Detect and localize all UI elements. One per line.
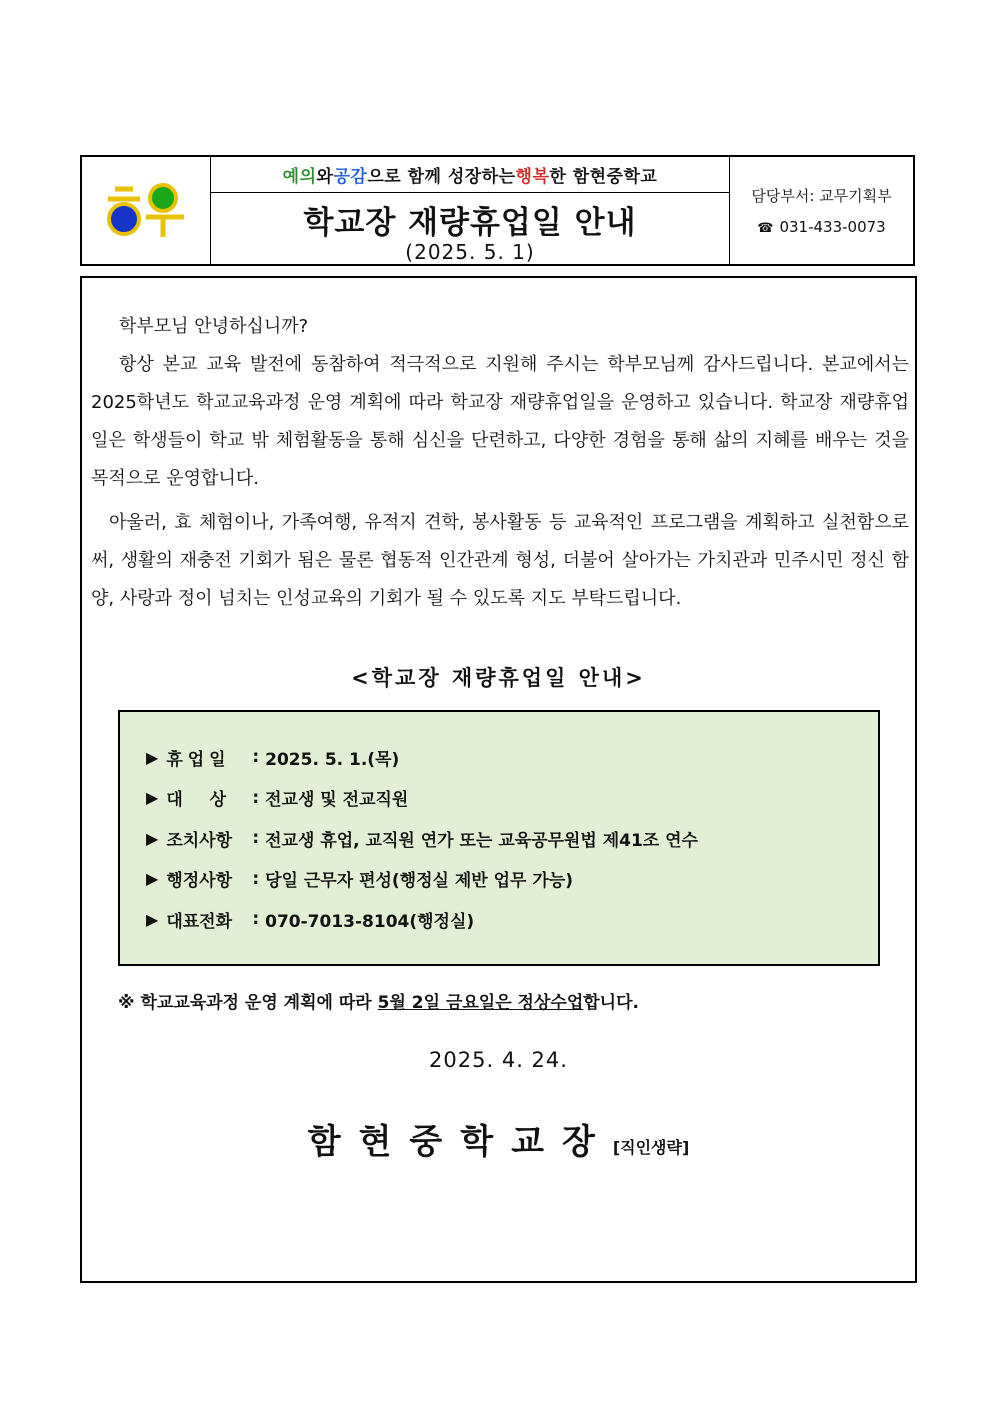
greeting: 학부모님 안녕하십니까?: [119, 316, 309, 337]
slogan-part: 공감: [333, 167, 368, 187]
colon: :: [252, 828, 260, 849]
document-body: [80, 276, 917, 1283]
slogan-part: 한 함현중학교: [549, 167, 658, 187]
info-list: [146, 737, 698, 940]
info-item: [146, 737, 698, 778]
bullet-icon: ▶: [146, 828, 159, 848]
notice-highlight: 5월 2일 금요일은 정상수업: [377, 993, 584, 1013]
logo-cell: [82, 157, 211, 264]
slogan-part: 행복: [515, 167, 550, 187]
slogan-part: 으로 함께 성장하는: [367, 167, 516, 187]
bullet-icon: ▶: [146, 869, 159, 889]
info-title: <학교장 재량휴업일 안내>: [351, 666, 646, 690]
signer-block: [82, 1114, 915, 1163]
colon: :: [252, 787, 260, 808]
info-label: 대 상: [166, 790, 231, 811]
info-label: 대표전화: [166, 911, 233, 932]
info-box: [118, 710, 880, 966]
bullet-icon: ▶: [146, 909, 159, 929]
issue-date: 2025. 4. 24.: [429, 1048, 568, 1072]
info-value: 070-7013-8104(행정실): [265, 911, 475, 932]
notice-prefix: ※ 학교교육과정 운영 계획에 따라: [118, 993, 378, 1013]
info-label: 행정사항: [166, 871, 233, 892]
info-item: [146, 778, 698, 819]
notice-suffix: 합니다.: [583, 993, 639, 1013]
info-item: [146, 859, 698, 900]
phone-line: [757, 218, 885, 236]
info-label: 조치사항: [166, 830, 233, 851]
document-date: (2025. 5. 1): [405, 240, 535, 264]
signer-name: 함현중학교장: [307, 1122, 613, 1162]
department-label: 담당부서: 교무기획부: [751, 187, 892, 205]
info-value: 2025. 5. 1.(목): [265, 749, 400, 770]
paragraph-2: 아울러, 효 체험이나, 가족여행, 유적지 견학, 봉사활동 등 교육적인 프로그램을 계획하고 실천함으로써, 생활의 재충전 기회가 됨은 물론 협동적 인간관계 형성, 더불어 살아가는 가치관과 민주시민 정신 함양, 사랑과 정이 넘치는 인성교육의 기회가 될 수 있도록 지도 부탁드립니다.: [91, 512, 909, 609]
letter-text: [91, 308, 909, 618]
info-value: 당일 근무자 편성(행정실 제반 업무 가능): [265, 871, 574, 892]
bullet-icon: ▶: [146, 788, 159, 808]
slogan-part: 예의: [282, 167, 317, 187]
info-value: 전교생 휴업, 교직원 연가 또는 교육공무원법 제41조 연수: [265, 830, 698, 851]
title-cell: [211, 157, 730, 264]
colon: :: [252, 868, 260, 889]
info-item: [146, 899, 698, 940]
slogan-part: 와: [316, 167, 334, 187]
paragraph-1: 항상 본교 교육 발전에 동참하여 적극적으로 지원해 주시는 학부모님께 감사드립니다. 본교에서는 2025학년도 학교교육과정 운영 계획에 따라 학교장 재량휴업일을 운영하고 있습니다. 학교장 재량휴업일은 학생들이 학교 밖 체험활동을 통해 심신을 단련하고, 다양한 경험을 통해 삶의 지혜를 배우는 것을 목적으로 운영합니다.: [91, 354, 909, 489]
info-value: 전교생 및 전교직원: [265, 790, 409, 811]
seal-note: [직인생략]: [612, 1138, 690, 1157]
colon: :: [252, 909, 260, 930]
document-title: 학교장 재량휴업일 안내: [303, 205, 637, 241]
bullet-icon: ▶: [146, 747, 159, 767]
department-cell: [730, 157, 913, 264]
colon: :: [252, 747, 260, 768]
info-label: 휴업일: [166, 749, 231, 770]
info-item: [146, 818, 698, 859]
phone-number: 031-433-0073: [779, 218, 886, 236]
school-logo-icon: [106, 181, 186, 239]
phone-icon: ☎: [757, 221, 774, 236]
document-header: [80, 155, 915, 266]
school-slogan: [211, 157, 729, 193]
notice-line: [118, 988, 639, 1013]
